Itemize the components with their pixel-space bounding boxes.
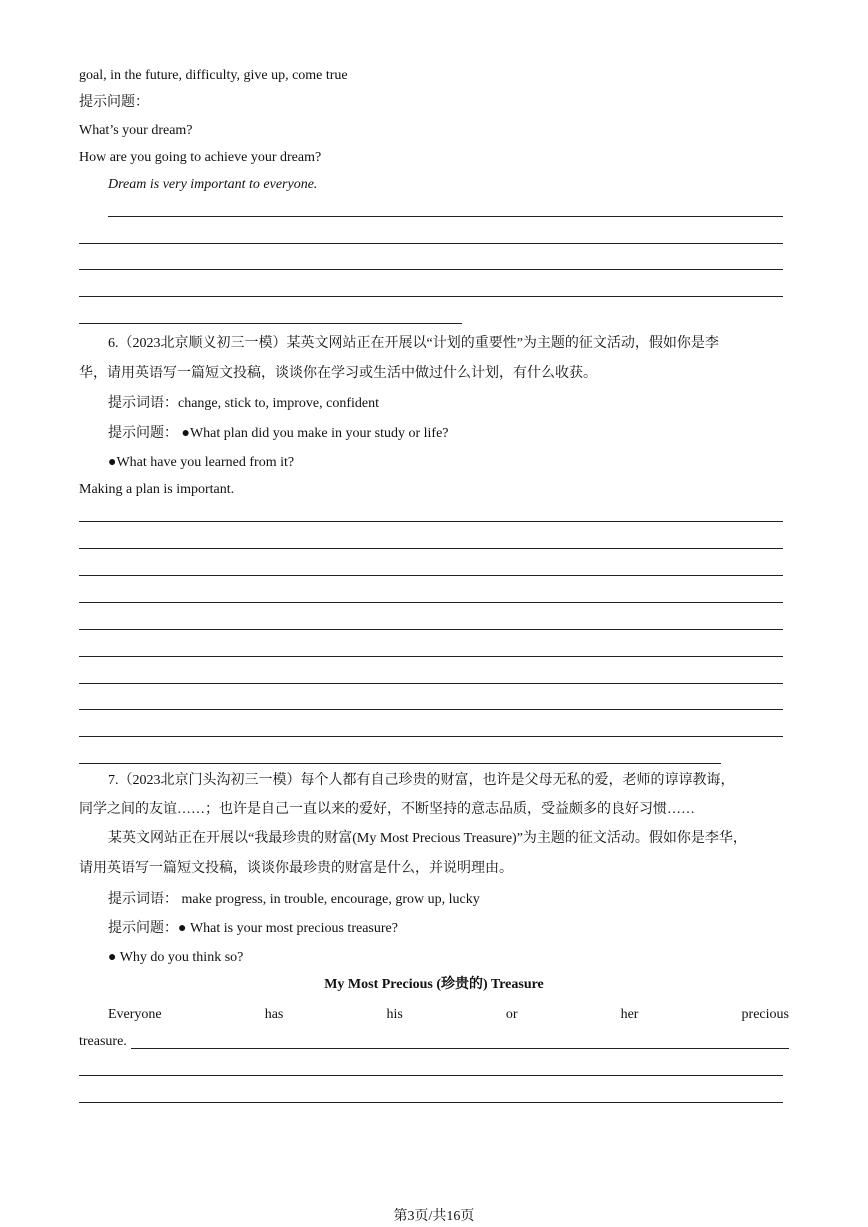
q6-answer-line (79, 629, 783, 630)
q7-opening-word: his (386, 1007, 403, 1022)
q6-prompt-line-1: 6.（2023北京顺义初三一模）某英文网站正在开展以“计划的重要性”为主题的征文活动，假如你是李 (108, 336, 719, 351)
q5-question-1: What’s your dream? (79, 123, 193, 138)
q7-opening-end: treasure. (79, 1034, 127, 1049)
q6-answer-line (79, 521, 783, 522)
q7-question-2: ● Why do you think so? (108, 950, 244, 965)
q6-answer-line (79, 709, 783, 710)
q6-answer-line (79, 656, 783, 657)
q5-keywords-tail: goal, in the future, difficulty, give up, come true (79, 68, 348, 83)
q5-answer-line (79, 269, 783, 270)
q6-question-1: 提示问题： ●What plan did you make in your study or life? (108, 426, 449, 441)
q7-question-1: 提示问题：● What is your most precious treasure? (108, 921, 398, 936)
q5-answer-line (79, 296, 783, 297)
q7-opening-word: her (620, 1007, 639, 1022)
q5-questions-label: 提示问题： (79, 95, 149, 110)
q5-opening-sentence: Dream is very important to everyone. (108, 177, 318, 192)
q6-keywords: 提示词语：change, stick to, improve, confident (108, 396, 379, 411)
q5-answer-line (79, 243, 783, 244)
q6-answer-line (79, 575, 783, 576)
page-number: 第3页/共16页 (393, 1209, 475, 1224)
q6-answer-line (79, 602, 783, 603)
q5-question-2: How are you going to achieve your dream? (79, 150, 322, 165)
q7-opening-word: Everyone (108, 1007, 162, 1022)
q7-answer-line (79, 1102, 783, 1103)
q7-prompt-line-3: 某英文网站正在开展以“我最珍贵的财富(My Most Precious Treasure)”为主题的征文活动。假如你是李华， (108, 831, 747, 846)
q7-opening-word: or (505, 1007, 518, 1022)
q6-question-2: ●What have you learned from it? (108, 455, 295, 470)
q6-answer-line (79, 683, 783, 684)
q7-answer-line (131, 1048, 789, 1049)
q7-prompt-line-4: 请用英语写一篇短文投稿，谈谈你最珍贵的财富是什么，并说明理由。 (79, 861, 513, 876)
q7-essay-title: My Most Precious (珍贵的) Treasure (324, 977, 544, 992)
q6-answer-line (79, 763, 721, 764)
q6-answer-line (79, 548, 783, 549)
q7-keywords: 提示词语： make progress, in trouble, encourage, grow up, lucky (108, 892, 480, 907)
q5-answer-line (79, 323, 462, 324)
q7-prompt-line-1: 7.（2023北京门头沟初三一模）每个人都有自己珍贵的财富，也许是父母无私的爱，老师的谆谆教诲， (108, 773, 735, 788)
q6-answer-line (79, 736, 783, 737)
q7-opening-line (108, 1006, 789, 1024)
q6-prompt-line-2: 华，请用英语写一篇短文投稿，谈谈你在学习或生活中做过什么计划，有什么收获。 (79, 366, 597, 381)
q6-opening-sentence: Making a plan is important. (79, 482, 235, 497)
q5-answer-line (108, 216, 783, 217)
q7-opening-word: precious (741, 1007, 789, 1022)
q7-opening-word: has (264, 1007, 284, 1022)
q7-prompt-line-2: 同学之间的友谊……；也许是自己一直以来的爱好，不断坚持的意志品质，受益颇多的良好习惯…… (79, 802, 695, 817)
q7-answer-line (79, 1075, 783, 1076)
